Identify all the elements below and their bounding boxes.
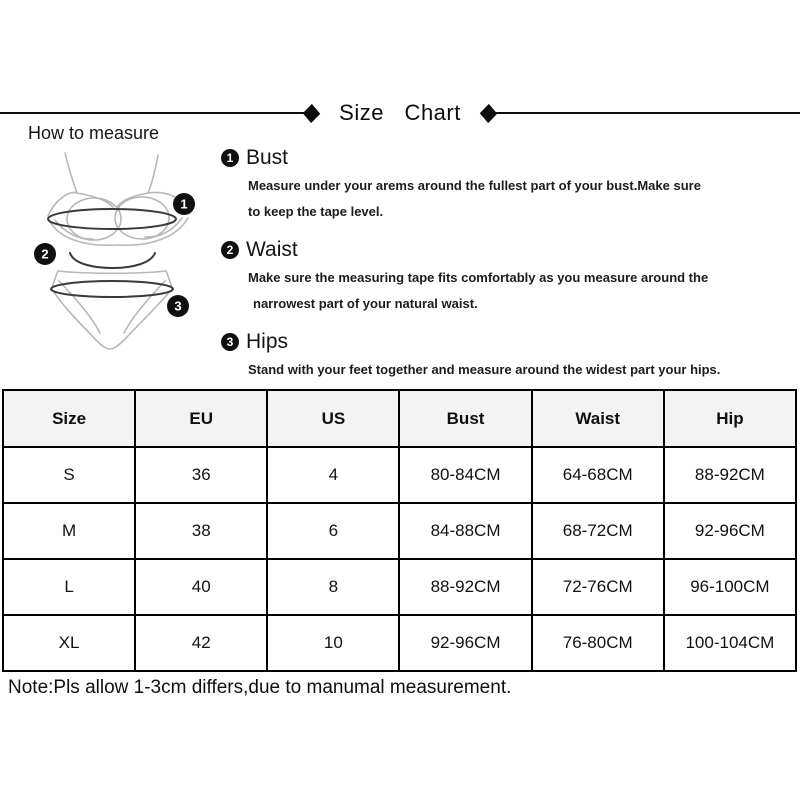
size-cell: 6 xyxy=(267,503,399,559)
step-2-badge: 2 xyxy=(221,241,239,259)
size-cell: L xyxy=(3,559,135,615)
page-title: Size Chart xyxy=(339,100,461,125)
step-waist-line-1: Make sure the measuring tape fits comfortably as you measure around the xyxy=(248,270,709,285)
size-cell: 8 xyxy=(267,559,399,615)
marker-3-badge xyxy=(167,295,189,317)
column-header: EU xyxy=(135,390,267,447)
step-hips-heading xyxy=(221,329,793,355)
size-cell: 84-88CM xyxy=(399,503,531,559)
size-cell: 88-92CM xyxy=(399,559,531,615)
step-bust-title: Bust xyxy=(246,146,289,169)
step-hips xyxy=(221,329,793,383)
measurement-note: Note:Pls allow 1-3cm differs,due to manumal measurement. xyxy=(8,677,512,698)
size-cell: 100-104CM xyxy=(664,615,796,671)
size-row xyxy=(3,615,796,671)
size-table-header-row xyxy=(3,390,796,447)
svg-text:1: 1 xyxy=(180,196,188,212)
bra-strap-right xyxy=(148,155,158,193)
step-hips-text xyxy=(248,357,793,383)
size-row xyxy=(3,447,796,503)
svg-text:3: 3 xyxy=(174,298,182,314)
diamond-icon xyxy=(303,103,320,122)
measure-steps xyxy=(221,145,793,395)
panty-seam-right xyxy=(124,281,165,333)
step-bust xyxy=(221,145,793,225)
step-1-badge: 1 xyxy=(221,149,239,167)
svg-text:2: 2 xyxy=(41,246,49,262)
size-cell: 76-80CM xyxy=(532,615,664,671)
title-rule-left xyxy=(0,112,305,114)
size-cell: 68-72CM xyxy=(532,503,664,559)
bra-cup-left xyxy=(67,198,121,240)
size-row xyxy=(3,503,796,559)
size-table xyxy=(2,389,797,672)
size-cell: 64-68CM xyxy=(532,447,664,503)
size-cell: 38 xyxy=(135,503,267,559)
hip-tape-line xyxy=(51,281,173,297)
marker-2-badge xyxy=(34,243,56,265)
title-rule-right xyxy=(495,112,800,114)
size-cell: 96-100CM xyxy=(664,559,796,615)
step-bust-heading xyxy=(221,145,793,171)
diamond-icon xyxy=(480,103,497,122)
step-bust-text xyxy=(248,173,793,225)
step-hips-line-1: Stand with your feet together and measure around the widest part your hips. xyxy=(248,362,721,377)
size-cell: 40 xyxy=(135,559,267,615)
size-cell: 92-96CM xyxy=(399,615,531,671)
size-cell: 36 xyxy=(135,447,267,503)
size-cell: XL xyxy=(3,615,135,671)
step-bust-line-1: Measure under your arems around the fullest part of your bust.Make sure xyxy=(248,178,701,193)
marker-1-badge xyxy=(173,193,195,215)
size-cell: 80-84CM xyxy=(399,447,531,503)
step-waist-line-2: narrowest part of your natural waist. xyxy=(253,296,478,311)
step-bust-line-2: to keep the tape level. xyxy=(248,204,384,219)
step-waist-title: Waist xyxy=(246,238,298,261)
panty-top-edge xyxy=(58,271,166,273)
size-cell: 4 xyxy=(267,447,399,503)
bra-wing-left xyxy=(48,193,113,216)
step-waist-text xyxy=(248,265,793,317)
size-cell: 88-92CM xyxy=(664,447,796,503)
how-to-measure-heading: How to measure xyxy=(28,123,160,143)
step-3-badge: 3 xyxy=(221,333,239,351)
step-hips-title: Hips xyxy=(246,330,289,353)
bra-underband-seam-left xyxy=(55,220,93,239)
bikini-measure-illustration xyxy=(25,140,215,380)
size-cell: 10 xyxy=(267,615,399,671)
step-waist xyxy=(221,237,793,317)
waist-tape-line xyxy=(70,253,155,268)
column-header: Size xyxy=(3,390,135,447)
size-cell: 42 xyxy=(135,615,267,671)
column-header: Bust xyxy=(399,390,531,447)
bra-strap-left xyxy=(65,153,77,193)
size-cell: 92-96CM xyxy=(664,503,796,559)
column-header: US xyxy=(267,390,399,447)
size-cell: S xyxy=(3,447,135,503)
size-row xyxy=(3,559,796,615)
size-cell: 72-76CM xyxy=(532,559,664,615)
column-header: Hip xyxy=(664,390,796,447)
bra-cup-right xyxy=(115,197,169,239)
size-cell: M xyxy=(3,503,135,559)
column-header: Waist xyxy=(532,390,664,447)
step-waist-heading xyxy=(221,237,793,263)
